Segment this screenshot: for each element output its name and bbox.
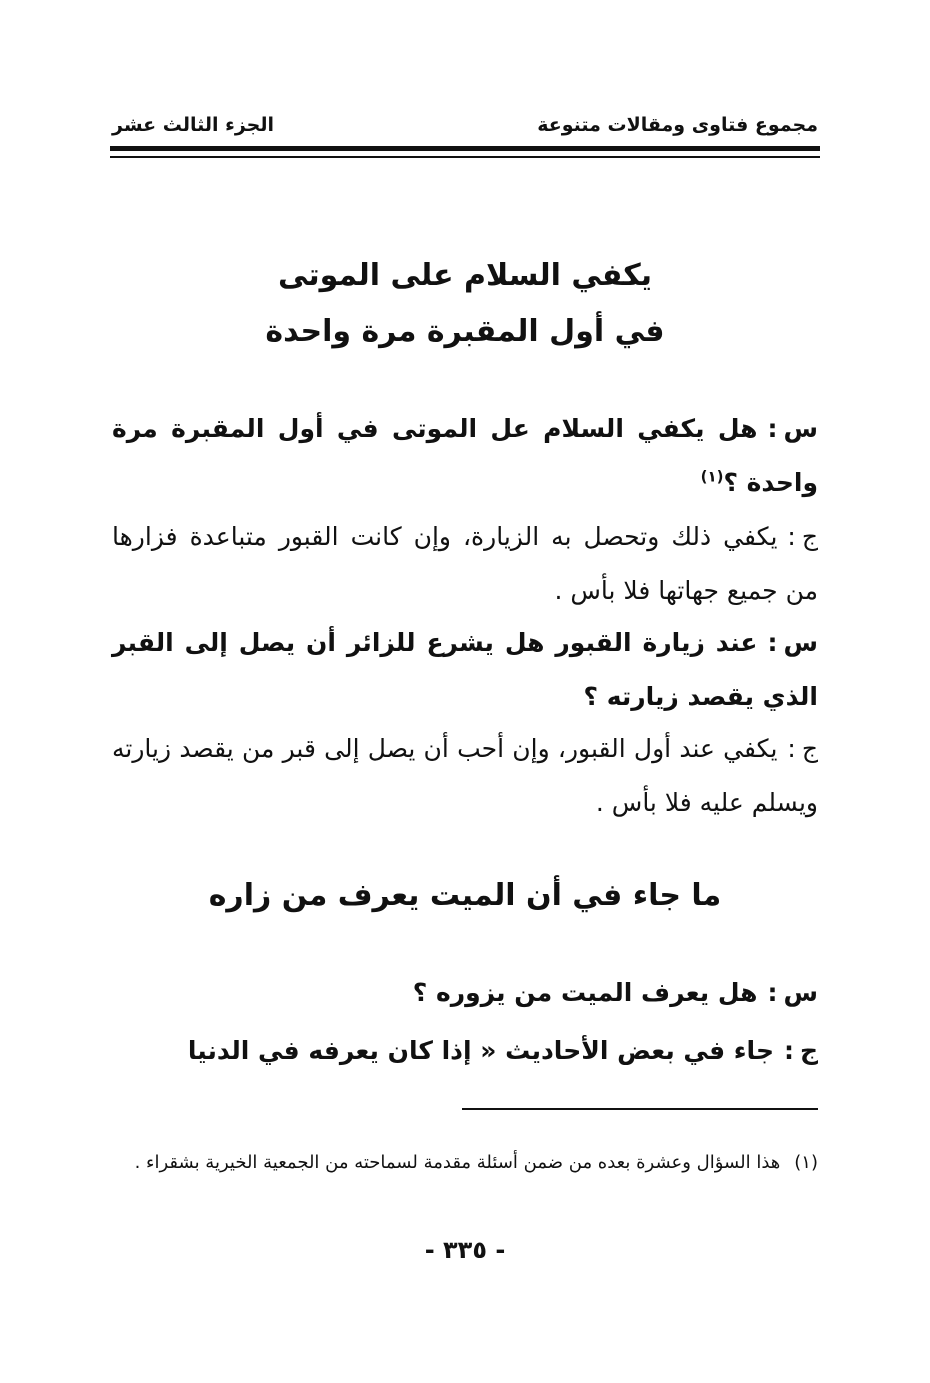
chapter-title xyxy=(112,248,818,360)
page-number: - ٣٣٥ - xyxy=(424,1236,506,1264)
volume-label: الجزء الثالث عشر xyxy=(112,114,275,136)
question-2 xyxy=(112,616,818,724)
answer-text: يكفي ذلك وتحصل به الزيارة، وإن كانت القبور متباعدة فزارها من جميع جهاتها فلا بأس . xyxy=(112,522,818,605)
question-text: هل يعرف الميت من يزوره ؟ xyxy=(412,978,758,1007)
label-separator: : xyxy=(767,628,778,657)
answer-3 xyxy=(112,1024,818,1078)
question-1 xyxy=(112,402,818,510)
answer-label: ج xyxy=(801,734,818,763)
label-separator: : xyxy=(783,1036,794,1065)
footnote-number: (١) xyxy=(794,1152,818,1173)
footnote-reference: (١) xyxy=(700,467,724,486)
answer-1 xyxy=(112,510,818,618)
question-label: س xyxy=(783,628,818,657)
answer-text: جاء في بعض الأحاديث « إذا كان يعرفه في الدنيا xyxy=(187,1036,774,1065)
answer-2 xyxy=(112,722,818,830)
answer-label: ج xyxy=(799,1036,818,1065)
question-label: س xyxy=(783,978,818,1007)
label-separator: : xyxy=(787,734,796,763)
answer-label: ج xyxy=(801,522,818,551)
footnote xyxy=(112,1144,818,1182)
footnote-rule xyxy=(462,1108,818,1110)
running-header xyxy=(112,110,818,142)
question-label: س xyxy=(783,414,818,443)
header-rule-thin xyxy=(110,156,820,158)
label-separator: : xyxy=(767,414,778,443)
label-separator: : xyxy=(767,978,778,1007)
chapter-title-line-2: في أول المقبرة مرة واحدة xyxy=(265,314,665,349)
question-text: عند زيارة القبور هل يشرع للزائر أن يصل إلى القبر الذي يقصد زيارته ؟ xyxy=(112,628,818,711)
question-text: هل يكفي السلام عل الموتى في أول المقبرة مرة واحدة ؟ xyxy=(112,414,818,497)
answer-text: يكفي عند أول القبور، وإن أحب أن يصل إلى قبر من يقصد زيارته ويسلم عليه فلا بأس . xyxy=(112,734,818,817)
section-title: ما جاء في أن الميت يعرف من زاره xyxy=(208,878,722,913)
question-3 xyxy=(112,966,818,1020)
chapter-title-line-1: يكفي السلام على الموتى xyxy=(277,258,652,293)
label-separator: : xyxy=(787,522,796,551)
footnote-text: هذا السؤال وعشرة بعده من ضمن أسئلة مقدمة لسماحته من الجمعية الخيرية بشقراء . xyxy=(134,1152,781,1173)
book-title: مجموع فتاوى ومقالات متنوعة xyxy=(537,114,818,136)
header-rule-thick xyxy=(110,146,820,151)
